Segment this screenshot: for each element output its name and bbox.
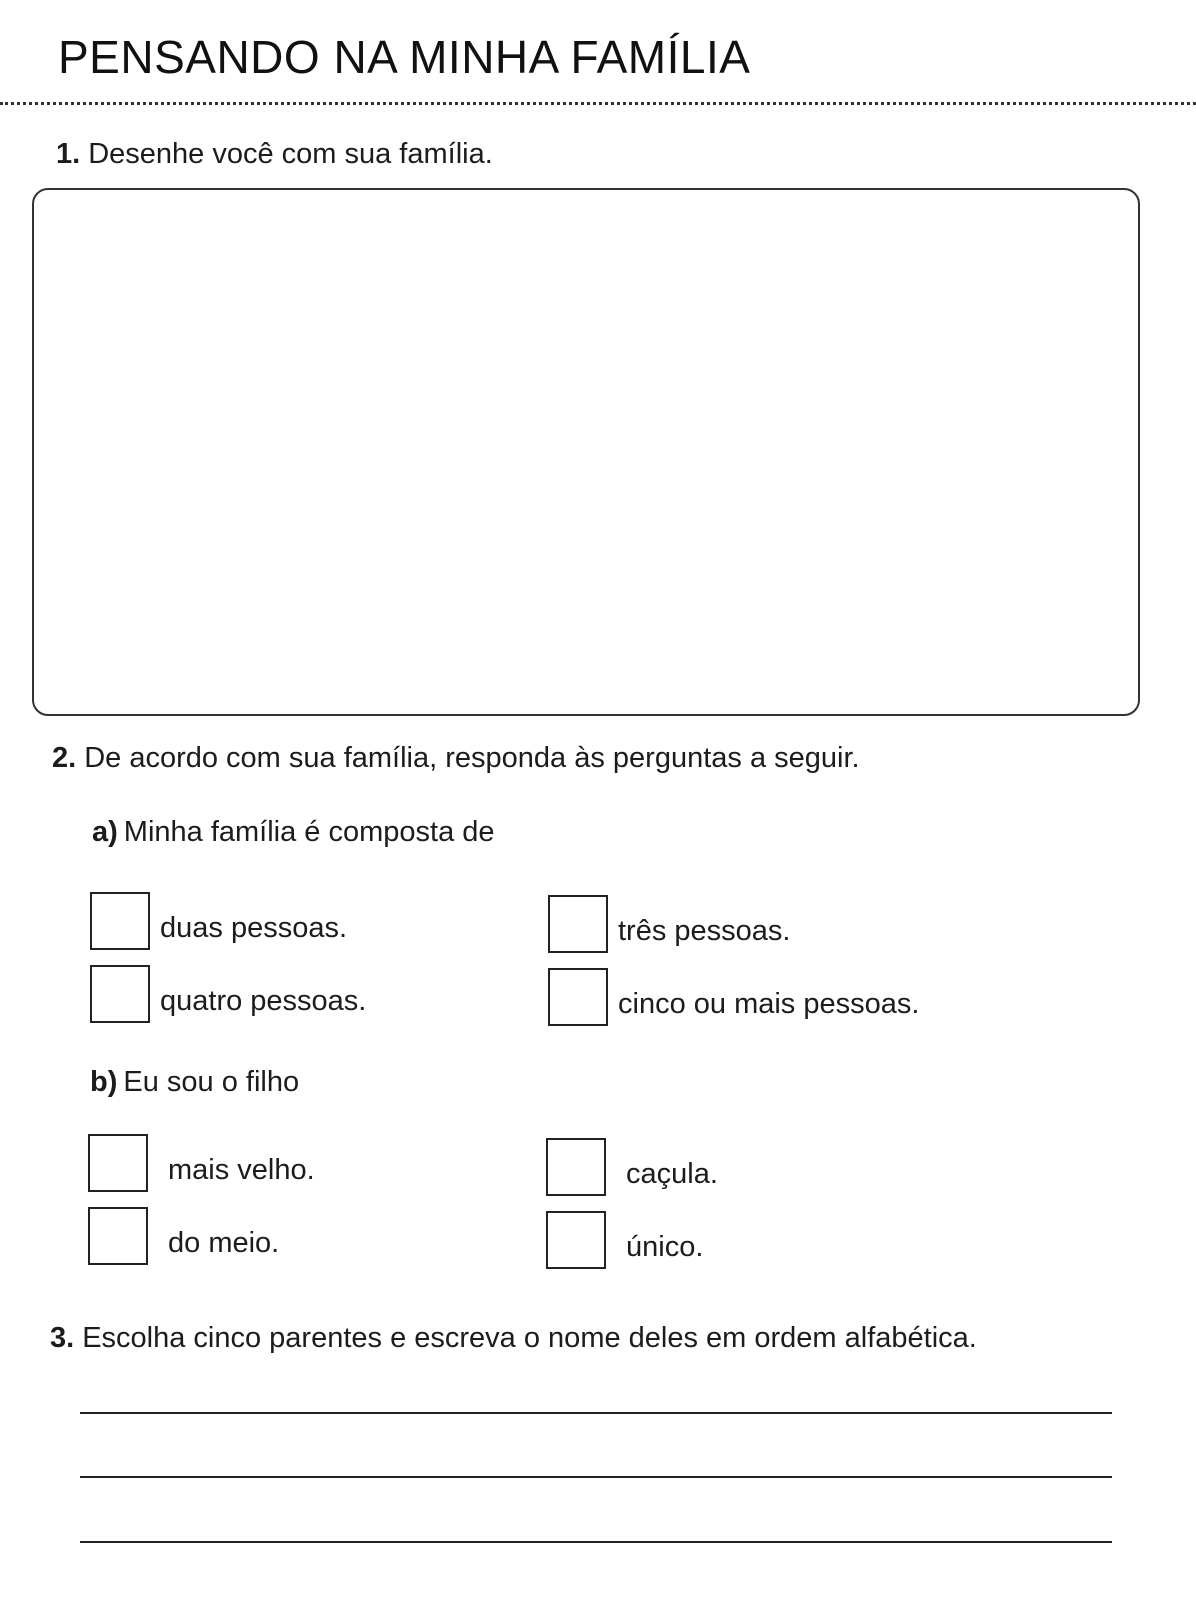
question-2b-text: Eu sou o filho	[123, 1066, 300, 1098]
checkbox-cinco-ou-mais-pessoas[interactable]	[548, 968, 608, 1026]
dotted-divider	[0, 102, 1196, 105]
question-2-text: De acordo com sua família, responda às perguntas a seguir.	[84, 742, 860, 774]
checkbox-duas-pessoas[interactable]	[90, 892, 150, 950]
answer-line[interactable]	[80, 1541, 1112, 1543]
checkbox-mais-velho[interactable]	[88, 1134, 148, 1192]
question-1	[56, 138, 493, 171]
question-2	[52, 742, 860, 775]
question-1-number: 1.	[56, 138, 81, 170]
question-2a-text: Minha família é composta de	[123, 816, 495, 848]
option-tres-pessoas: três pessoas.	[618, 915, 791, 947]
answer-line[interactable]	[80, 1412, 1112, 1414]
option-do-meio: do meio.	[168, 1227, 280, 1259]
option-duas-pessoas: duas pessoas.	[160, 912, 348, 944]
option-unico: único.	[626, 1231, 704, 1263]
checkbox-tres-pessoas[interactable]	[548, 895, 608, 953]
answer-line[interactable]	[80, 1476, 1112, 1478]
question-2b-letter: b)	[90, 1066, 118, 1098]
question-2a	[92, 816, 495, 849]
option-quatro-pessoas: quatro pessoas.	[160, 985, 367, 1017]
question-1-text: Desenhe você com sua família.	[88, 138, 493, 170]
question-2b	[90, 1066, 299, 1099]
question-3-number: 3.	[50, 1322, 75, 1354]
checkbox-quatro-pessoas[interactable]	[90, 965, 150, 1023]
question-2a-letter: a)	[92, 816, 118, 848]
question-3	[50, 1322, 977, 1355]
checkbox-do-meio[interactable]	[88, 1207, 148, 1265]
option-mais-velho: mais velho.	[168, 1154, 315, 1186]
checkbox-cacula[interactable]	[546, 1138, 606, 1196]
checkbox-unico[interactable]	[546, 1211, 606, 1269]
option-cacula: caçula.	[626, 1158, 718, 1190]
option-cinco-ou-mais-pessoas: cinco ou mais pessoas.	[618, 988, 920, 1020]
page-title: PENSANDO NA MINHA FAMÍLIA	[58, 31, 751, 83]
question-3-text: Escolha cinco parentes e escreva o nome deles em ordem alfabética.	[82, 1322, 977, 1354]
drawing-area[interactable]	[32, 188, 1140, 716]
question-2-number: 2.	[52, 742, 77, 774]
